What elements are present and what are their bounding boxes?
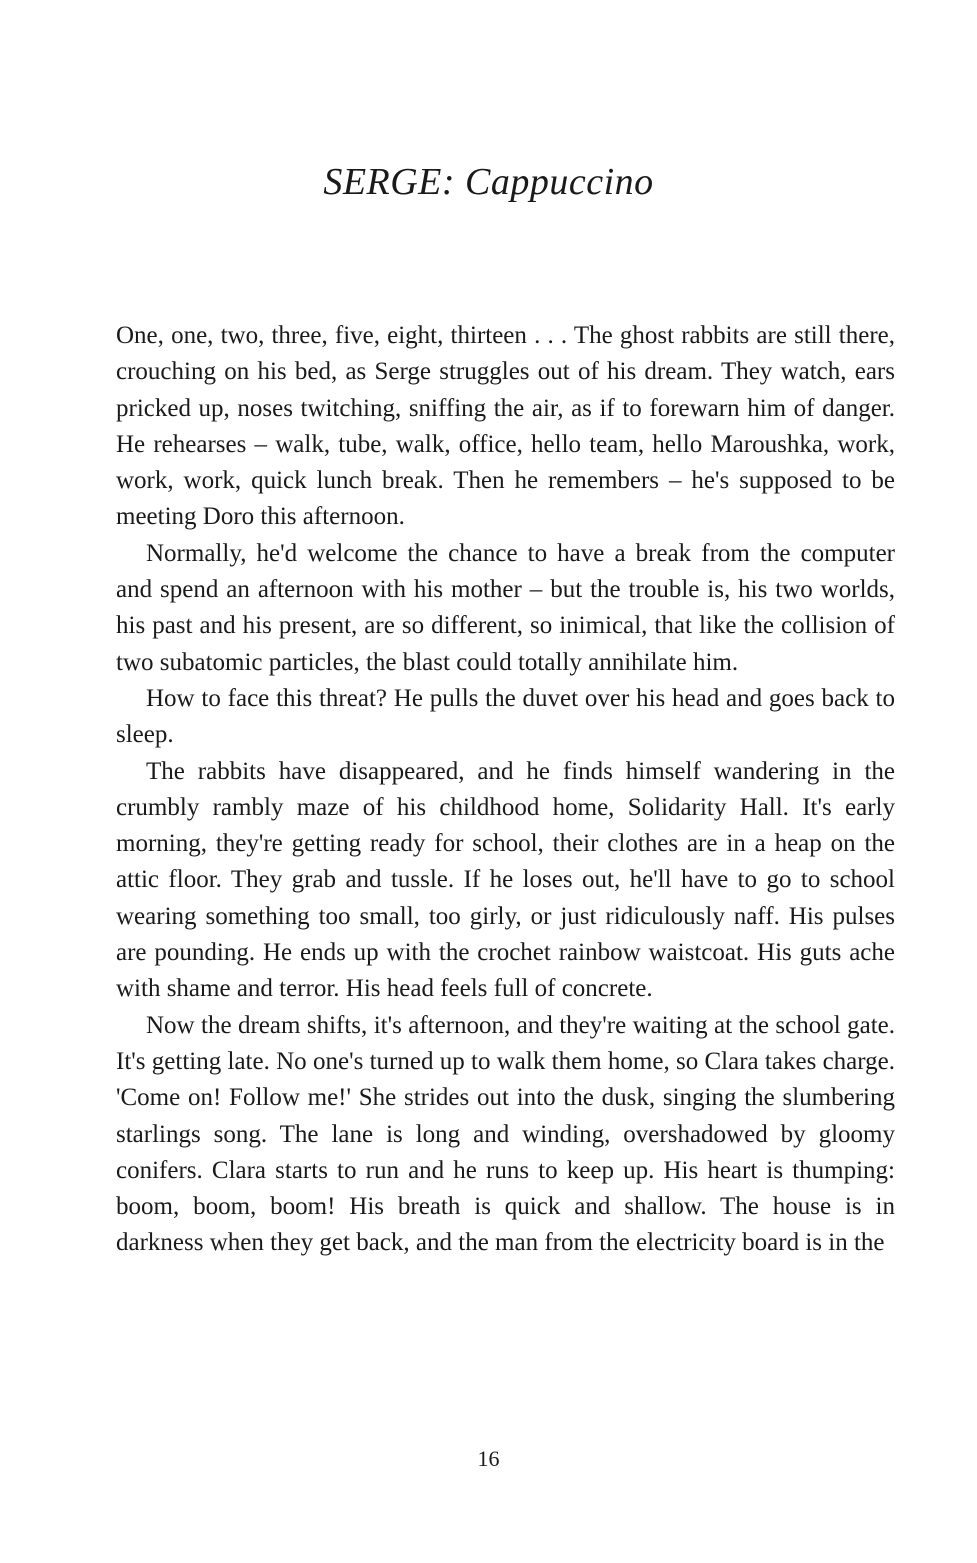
paragraph: Normally, he'd welcome the chance to have a break from the computer and spend an afternoon with his mother – but the trouble is, his two worlds, his past and his present, are so different, so inimical, that like the collision of two subatomic particles, the blast could totally annihilate him. [116,539,895,676]
chapter-title: SERGE: Cappuccino [323,161,654,203]
paragraph: The rabbits have disappeared, and he finds himself wandering in the crumbly rambly maze of his childhood home, Solidarity Hall. It's early morning, they're getting ready for school, their clothes are in a heap on the attic floor. They grab and tussle. If he loses out, he'll have to go to school wearing something too small, too girly, or just ridiculously naff. His pulses are pounding. He ends up with the crochet rainbow waistcoat. His guts ache with shame and terror. His head feels full of concrete. [116,757,895,1003]
paragraph: One, one, two, three, five, eight, thirteen . . . The ghost rabbits are still there, crouching on his bed, as Serge struggles out of his dream. They watch, ears pricked up, noses twitching, sniffing the air, as if to forewarn him of danger. He rehearses – walk, tube, walk, office, hello team, hello Maroushka, work, work, work, quick lunch break. Then he remembers – he's supposed to be meeting Doro this afternoon. [116,322,895,531]
paragraph: How to face this threat? He pulls the duvet over his head and goes back to sleep. [116,684,895,749]
page-number: 16 [477,1446,500,1471]
body-text [116,318,895,1262]
paragraph: Now the dream shifts, it's afternoon, and they're waiting at the school gate. It's getting late. No one's turned up to walk them home, so Clara takes charge. 'Come on! Follow me!' She strides out into the dusk, singing the slumbering starlings song. The lane is long and winding, overshadowed by gloomy conifers. Clara starts to run and he runs to keep up. His heart is thumping: boom, boom, boom! His breath is quick and shallow. The house is in darkness when they get back, and the man from the electricity board is in the [116,1011,895,1257]
